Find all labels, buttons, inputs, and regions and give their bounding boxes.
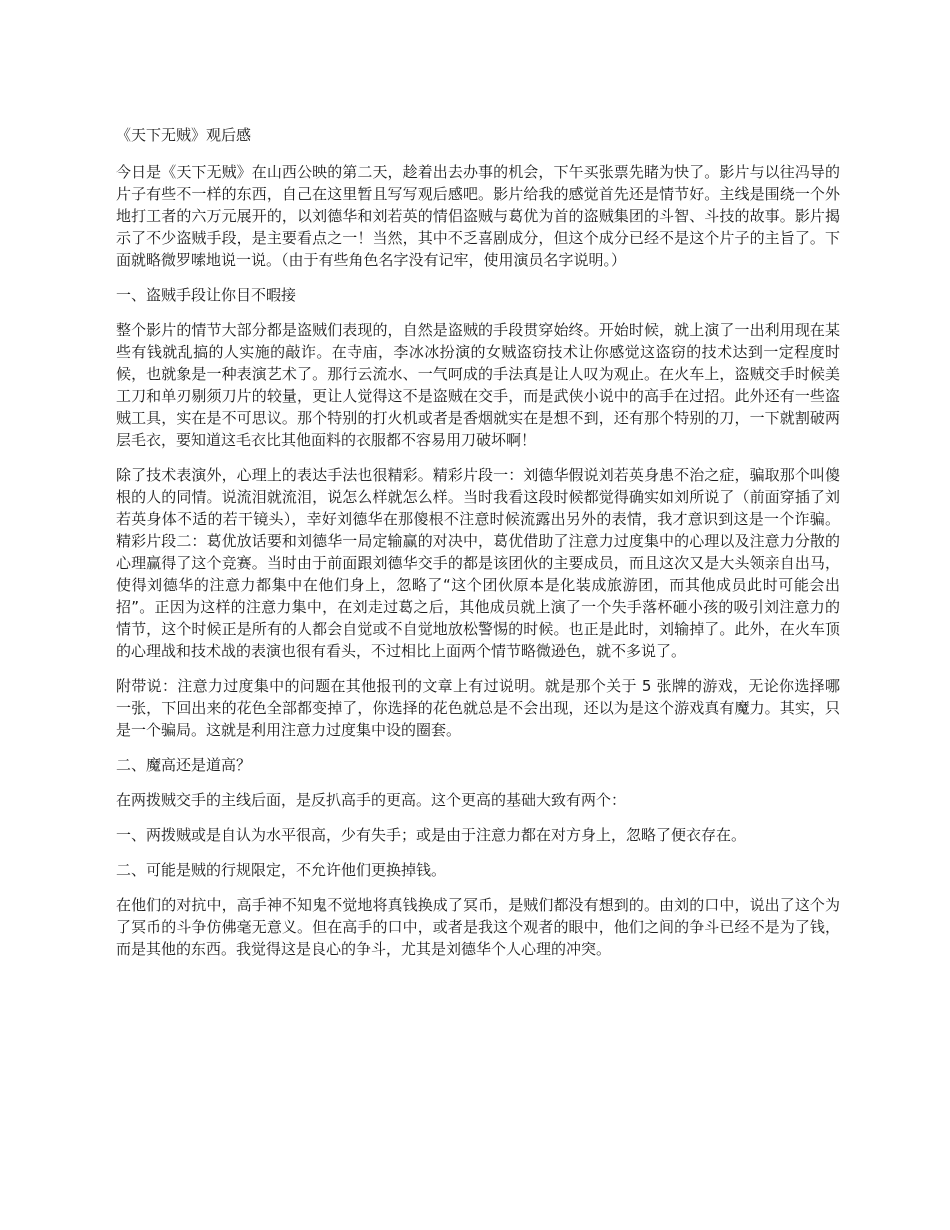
paragraph-conclusion: 在他们的对抗中，高手神不知鬼不觉地将真钱换成了冥币，是贼们都没有想到的。由刘的口中，说出了这个为了冥币的斗争仿佛毫无意义。但在高手的口中，或者是我这个观者的眼中，他们之间的争斗已经不是为了钱，而是其他的东西。我觉得这是良心的争斗，尤其是刘德华个人心理的冲突。 bbox=[116, 896, 840, 958]
section-heading-1: 一、盗贼手段让你目不暇接 bbox=[116, 286, 297, 304]
document-page bbox=[116, 124, 840, 973]
document-title: 《天下无贼》观后感 bbox=[116, 126, 252, 144]
paragraph-basis-one: 一、两拨贼或是自认为水平很高，少有失手；或是由于注意力都在对方身上，忽略了便衣存在。 bbox=[116, 826, 747, 844]
paragraph-basis-two: 二、可能是贼的行规限定，不允许他们更换掉钱。 bbox=[116, 861, 447, 879]
paragraph-two-bases: 在两拨贼交手的主线后面，是反扒高手的更高。这个更高的基础大致有两个： bbox=[116, 791, 627, 809]
paragraph-psychology: 除了技术表演外，心理上的表达手法也很精彩。精彩片段一：刘德华假说刘若英身患不治之症，骗取那个叫傻根的人的同情。说流泪就流泪，说怎么样就怎么样。当时我看这段时候都觉得确实如刘所说了（前面穿插了刘若英身体不适的若干镜头），幸好刘德华在那傻根不注意时候流露出另外的表情，我才意识到这是一个诈骗。精彩片段二：葛优放话要和刘德华一局定输赢的对决中，葛优借助了注意力过度集中的心理以及注意力分散的心理赢得了这个竞赛。当时由于前面跟刘德华交手的都是该团伙的主要成员，而且这次又是大头领亲自出马，使得刘德华的注意力都集中在他们身上，忽略了“这个团伙原本是化装成旅游团，而其他成员此时可能会出招”。正因为这样的注意力集中，在刘走过葛之后，其他成员就上演了一个失手落杯砸小孩的吸引刘注意力的情节，这个时候正是所有的人都会自觉或不自觉地放松警惕的时候。也正是此时，刘输掉了。此外，在火车顶的心理战和技术战的表演也很有看头，不过相比上面两个情节略微逊色，就不多说了。 bbox=[116, 466, 840, 660]
section-heading-2: 二、魔高还是道高？ bbox=[116, 756, 252, 774]
paragraph-aside-note: 附带说：注意力过度集中的问题在其他报刊的文章上有过说明。就是那个关于 5 张牌的游戏，无论你选择哪一张，下回出来的花色全部都变掉了，你选择的花色就总是不会出现，还以为是这个游戏真有魔力。其实，只是一个骗局。这就是利用注意力过度集中设的圈套。 bbox=[116, 677, 840, 739]
paragraph-theft-techniques: 整个影片的情节大部分都是盗贼们表现的，自然是盗贼的手段贯穿始终。开始时候，就上演了一出利用现在某些有钱就乱搞的人实施的敲诈。在寺庙，李冰冰扮演的女贼盗窃技术让你感觉这盗窃的技术达到一定程度时候，也就象是一种表演艺术了。那行云流水、一气呵成的手法真是让人叹为观止。在火车上，盗贼交手时候美工刀和单刃剔须刀片的较量，更让人觉得这不是盗贼在交手，而是武侠小说中的高手在过招。此外还有一些盗贼工具，实在是不可思议。那个特别的打火机或者是香烟就实在是想不到，还有那个特别的刀，一下就割破两层毛衣，要知道这毛衣比其他面料的衣服都不容易用刀破坏啊！ bbox=[116, 321, 840, 449]
paragraph-intro: 今日是《天下无贼》在山西公映的第二天，趁着出去办事的机会，下午买张票先睹为快了。影片与以往冯导的片子有些不一样的东西，自己在这里暂且写写观后感吧。影片给我的感觉首先还是情节好。主线是围绕一个外地打工者的六万元展开的，以刘德华和刘若英的情侣盗贼与葛优为首的盗贼集团的斗智、斗技的故事。影片揭示了不少盗贼手段，是主要看点之一！当然，其中不乏喜剧成分，但这个成分已经不是这个片子的主旨了。下面就略微罗嗦地说一说。（由于有些角色名字没有记牢，使用演员名字说明。） bbox=[116, 163, 840, 269]
